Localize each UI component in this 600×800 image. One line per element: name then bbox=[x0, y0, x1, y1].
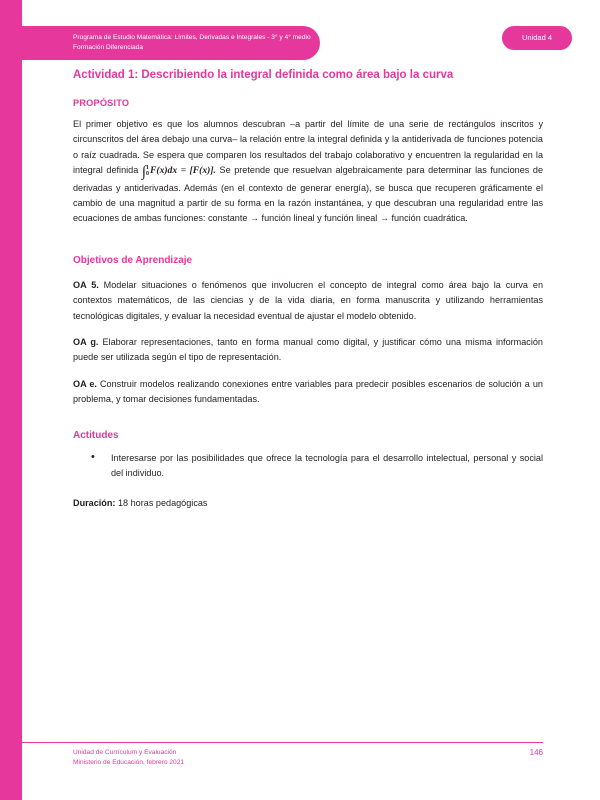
page-title: Actividad 1: Describiendo la integral definida como área bajo la curva bbox=[73, 69, 454, 81]
footer-line-1: Unidad de Currículum y Evaluación bbox=[73, 749, 177, 756]
page-header bbox=[22, 26, 600, 60]
oa-text: Modelar situaciones o fenómenos que involucren el concepto de integral como área bajo la curva en contextos matemáticos, de las ciencias y de la vida diaria, en forma manuscrita y utilizando herramientas tecnológicas digitales, y evaluar la necesidad eventual de ajustar el modelo obtenido. bbox=[73, 279, 543, 321]
left-accent-bar bbox=[0, 0, 22, 800]
duration-paragraph bbox=[73, 496, 543, 511]
unit-badge: Unidad 4 bbox=[502, 26, 572, 50]
proposito-text-after-formula: Se pretende que resuelvan algebraicamente para determinar las funciones de derivadas y antiderivadas. Además (en el contexto de generar energía), se busca que recuperen gráficamente el cambio de una magnitud a partir de su forma en la razón instantánea, y que descubran una regularidad entre las ecuaciones de ambas funciones: constante → función lineal y función lineal → función cuadrática. bbox=[73, 165, 543, 224]
proposito-paragraph bbox=[73, 117, 543, 227]
oa-item bbox=[73, 377, 543, 408]
oa-item bbox=[73, 278, 543, 324]
program-banner bbox=[22, 26, 320, 60]
page-footer bbox=[73, 742, 543, 776]
actitudes-heading: Actitudes bbox=[73, 429, 119, 441]
document-content bbox=[73, 68, 543, 511]
oa-text: Construir modelos realizando conexiones entre variables para predecir posibles escenarios de solución a un problema, y tomar decisiones fundamentadas. bbox=[73, 378, 543, 405]
page-number: 146 bbox=[529, 748, 543, 757]
oa-item bbox=[73, 335, 543, 366]
footer-divider bbox=[22, 742, 543, 743]
program-line-1: Programa de Estudio Matemática: Límites, Derivadas e Integrales - 3° y 4° medio bbox=[73, 34, 311, 41]
footer-organization bbox=[73, 748, 184, 768]
footer-line-2: Ministerio de Educación, febrero 2021 bbox=[73, 759, 185, 766]
actitudes-list bbox=[73, 451, 543, 482]
oa-code: OA g. bbox=[73, 337, 99, 348]
program-line-2: Formación Diferenciada bbox=[73, 43, 143, 51]
oa-code: OA 5. bbox=[73, 279, 99, 290]
integral-formula: ∫1 0F(x)dx = [F(x)]. bbox=[141, 164, 216, 181]
oa-text: Elaborar representaciones, tanto en forma manual como digital, y justificar cómo una misma información puede ser utilizada según el tipo de representación. bbox=[73, 337, 543, 363]
objetivos-aprendizaje-heading: Objetivos de Aprendizaje bbox=[73, 254, 193, 266]
oa-code: OA e. bbox=[73, 378, 97, 389]
duration-label: Duración: bbox=[73, 497, 116, 508]
proposito-heading: PROPÓSITO bbox=[73, 98, 130, 108]
proposito-text-before-formula: El primer objetivo es que los alumnos descubran –a partir del límite de una serie de rectángulos inscritos y circunscritos del área debajo una curva– la relación entre la integral definida y la antiderivada de funciones potencia o raíz cuadrada. Se espera que comparen los resultados del trabajo colaborativo y encuentren la regularidad en la integral definida bbox=[73, 119, 543, 176]
page-canvas bbox=[22, 0, 600, 800]
duration-value: 18 horas pedagógicas bbox=[115, 497, 208, 508]
list-item: • Interesarse por las posibilidades que ofrece la tecnología para el desarrollo intelectual, personal y social del individuo. bbox=[99, 451, 543, 482]
